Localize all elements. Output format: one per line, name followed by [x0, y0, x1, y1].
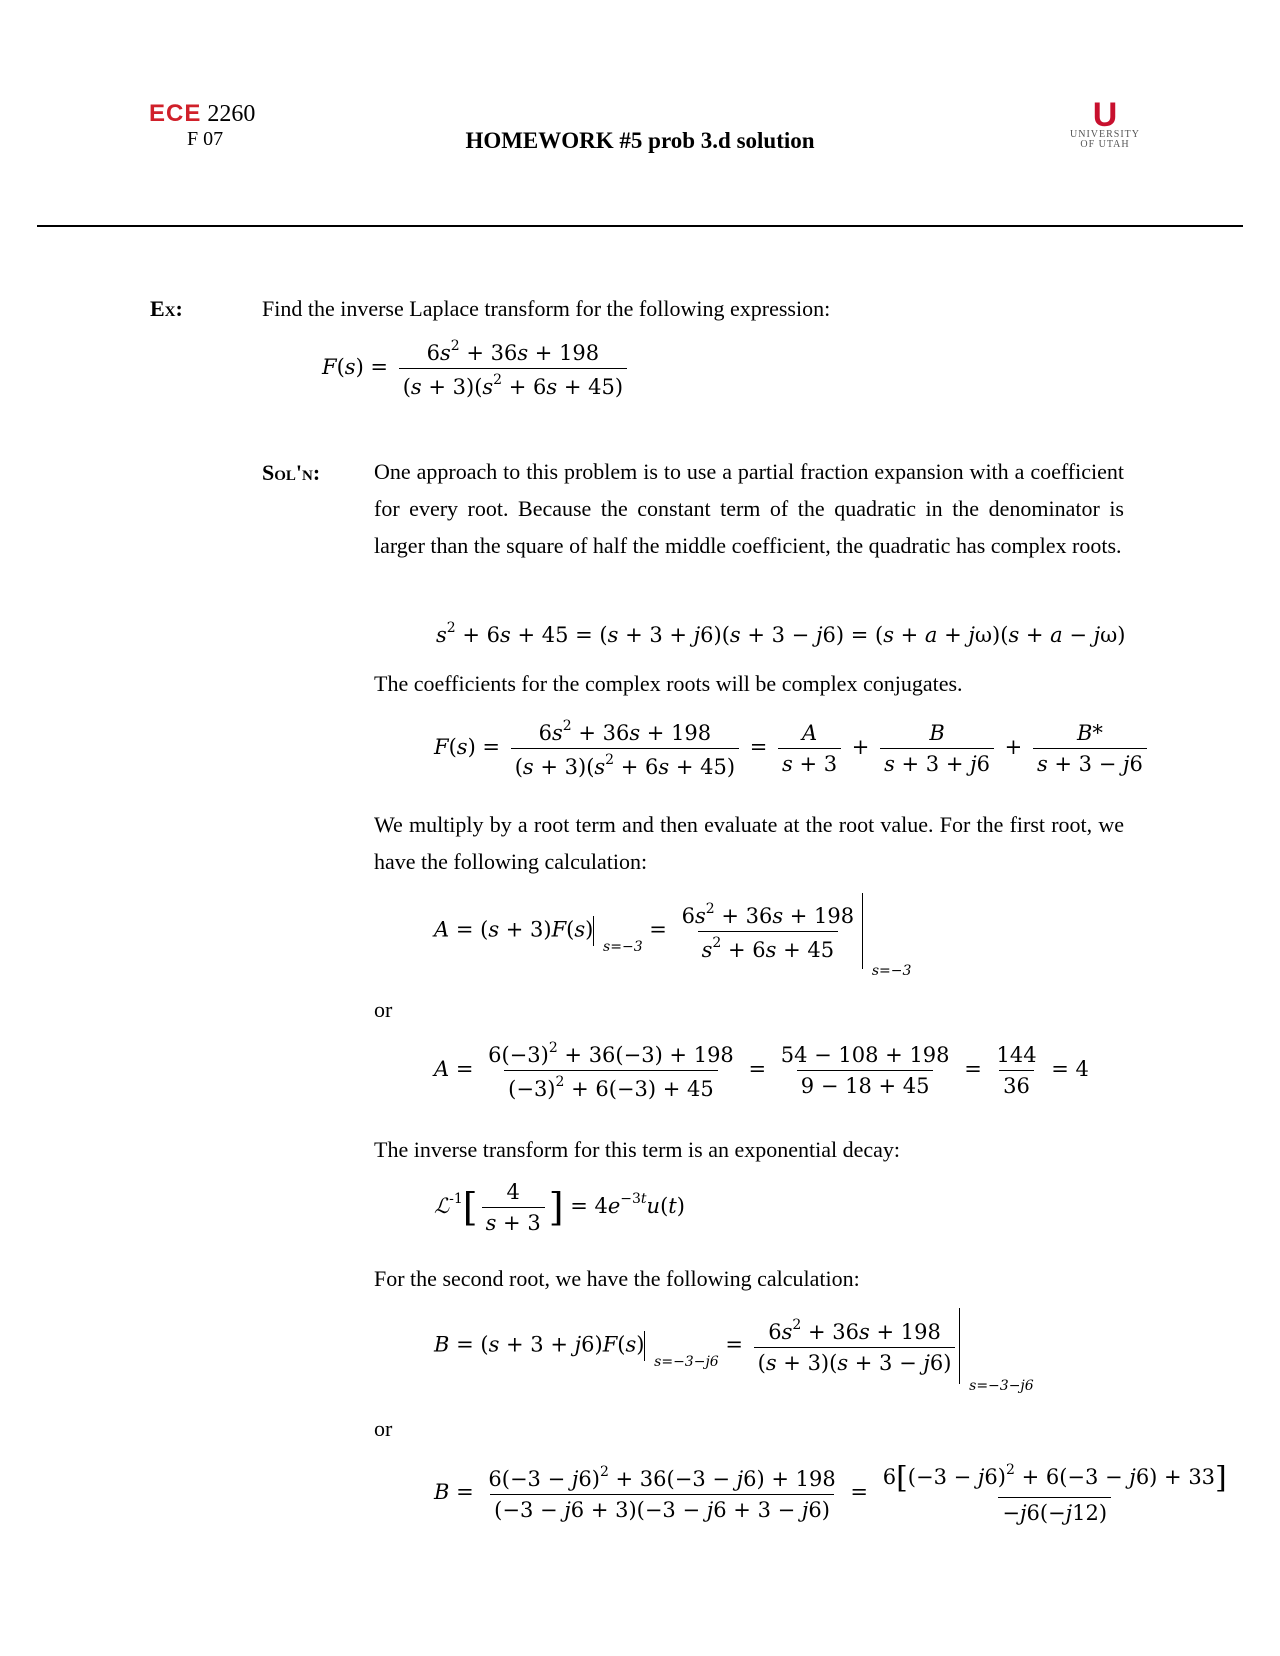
para-conjugates: The coefficients for the complex roots will be complex conjugates.	[374, 671, 963, 696]
equation-partial-fractions: F(s) = $\frac{6s^2 + 36s + 198}{(s + 3)(s^2 + 6s + 45)}$ = $\frac{A}{s + 3}$ + $\frac{B}{s + 3 + j6}$ + $\frac{B*}{s + 3 - j6}$	[434, 718, 1151, 779]
para-multiply: We multiply by a root term and then evaluate at the root value. For the first root, we have the following calculation:	[374, 812, 1124, 874]
ece-logo: ECE	[149, 100, 202, 127]
para-approach: One approach to this problem is to use a partial fraction expansion with a coefficient for every root. Because the constant term of the quadratic in the denominator is larger than the square of half the middle coefficient, the quadratic has complex roots.	[374, 459, 1124, 558]
equation-quadratic: $s^2 + 6s + 45 = (s + 3 + j6)(s + 3 - j6) = (s + a + j\omega)(s + a - j\omega)$	[436, 620, 1126, 647]
equation-inverse: ℒ$^{-1}$[ $\frac{4}{s + 3}$ ] = $4e^{-3t}u(t)$	[434, 1180, 685, 1235]
para-inverse: The inverse transform for this term is an exponential decay:	[374, 1137, 900, 1162]
or-text-2: or	[374, 1416, 393, 1441]
para-second-root: For the second root, we have the following calculation:	[374, 1266, 860, 1291]
equation-a-value: A = $\frac{6(-3)^2 + 36(-3) + 198}{(-3)^2 + 6(-3) + 45}$ = $\frac{54 - 108 + 198}{9 - 18 + 45}$ = $\frac{144}{36}$ = 4	[434, 1040, 1089, 1101]
university-logo	[1040, 96, 1170, 150]
equation-a-calc: A = (s + 3)F(s) $_{s=-3}$ = $\frac{6s^2 + 36s + 198}{s^2 + 6s + 45}$ $_{s=-3}$	[434, 893, 911, 969]
header-divider	[37, 225, 1243, 227]
equation-fs: F(s) = $\frac{6s^2 + 36s + 198}{(s + 3)(s^2 + 6s + 45)}$	[322, 338, 631, 399]
term: F 07	[187, 128, 224, 150]
course-number: 2260	[207, 101, 256, 127]
problem-text: Find the inverse Laplace transform for the following expression:	[262, 296, 831, 321]
ex-label: Ex:	[150, 296, 183, 321]
university-u-icon: U	[1092, 96, 1118, 134]
course-id	[149, 100, 255, 128]
page-title: HOMEWORK #5 prob 3.d solution	[465, 128, 815, 153]
equation-b-value: B = $\frac{6(-3 - j6)^2 + 36(-3 - j6) + 198}{(-3 - j6 + 3)(-3 - j6 + 3 - j6)}$ = $\frac{6[(-3 - j6)^2 + 6(-3 - j6) + 33]}{-j6(-j12)}$	[434, 1460, 1227, 1525]
or-text-1: or	[374, 997, 393, 1022]
soln-label: Sol'n:	[262, 460, 321, 485]
university-name: UNIVERSITY	[1070, 129, 1140, 140]
equation-b-calc: B = (s + 3 + j6)F(s) $_{s=-3-j6}$ = $\frac{6s^2 + 36s + 198}{(s + 3)(s + 3 - j6)}$ $_{s=-3-j6}$	[434, 1308, 1034, 1384]
university-bottom: OF UTAH	[1080, 139, 1130, 150]
